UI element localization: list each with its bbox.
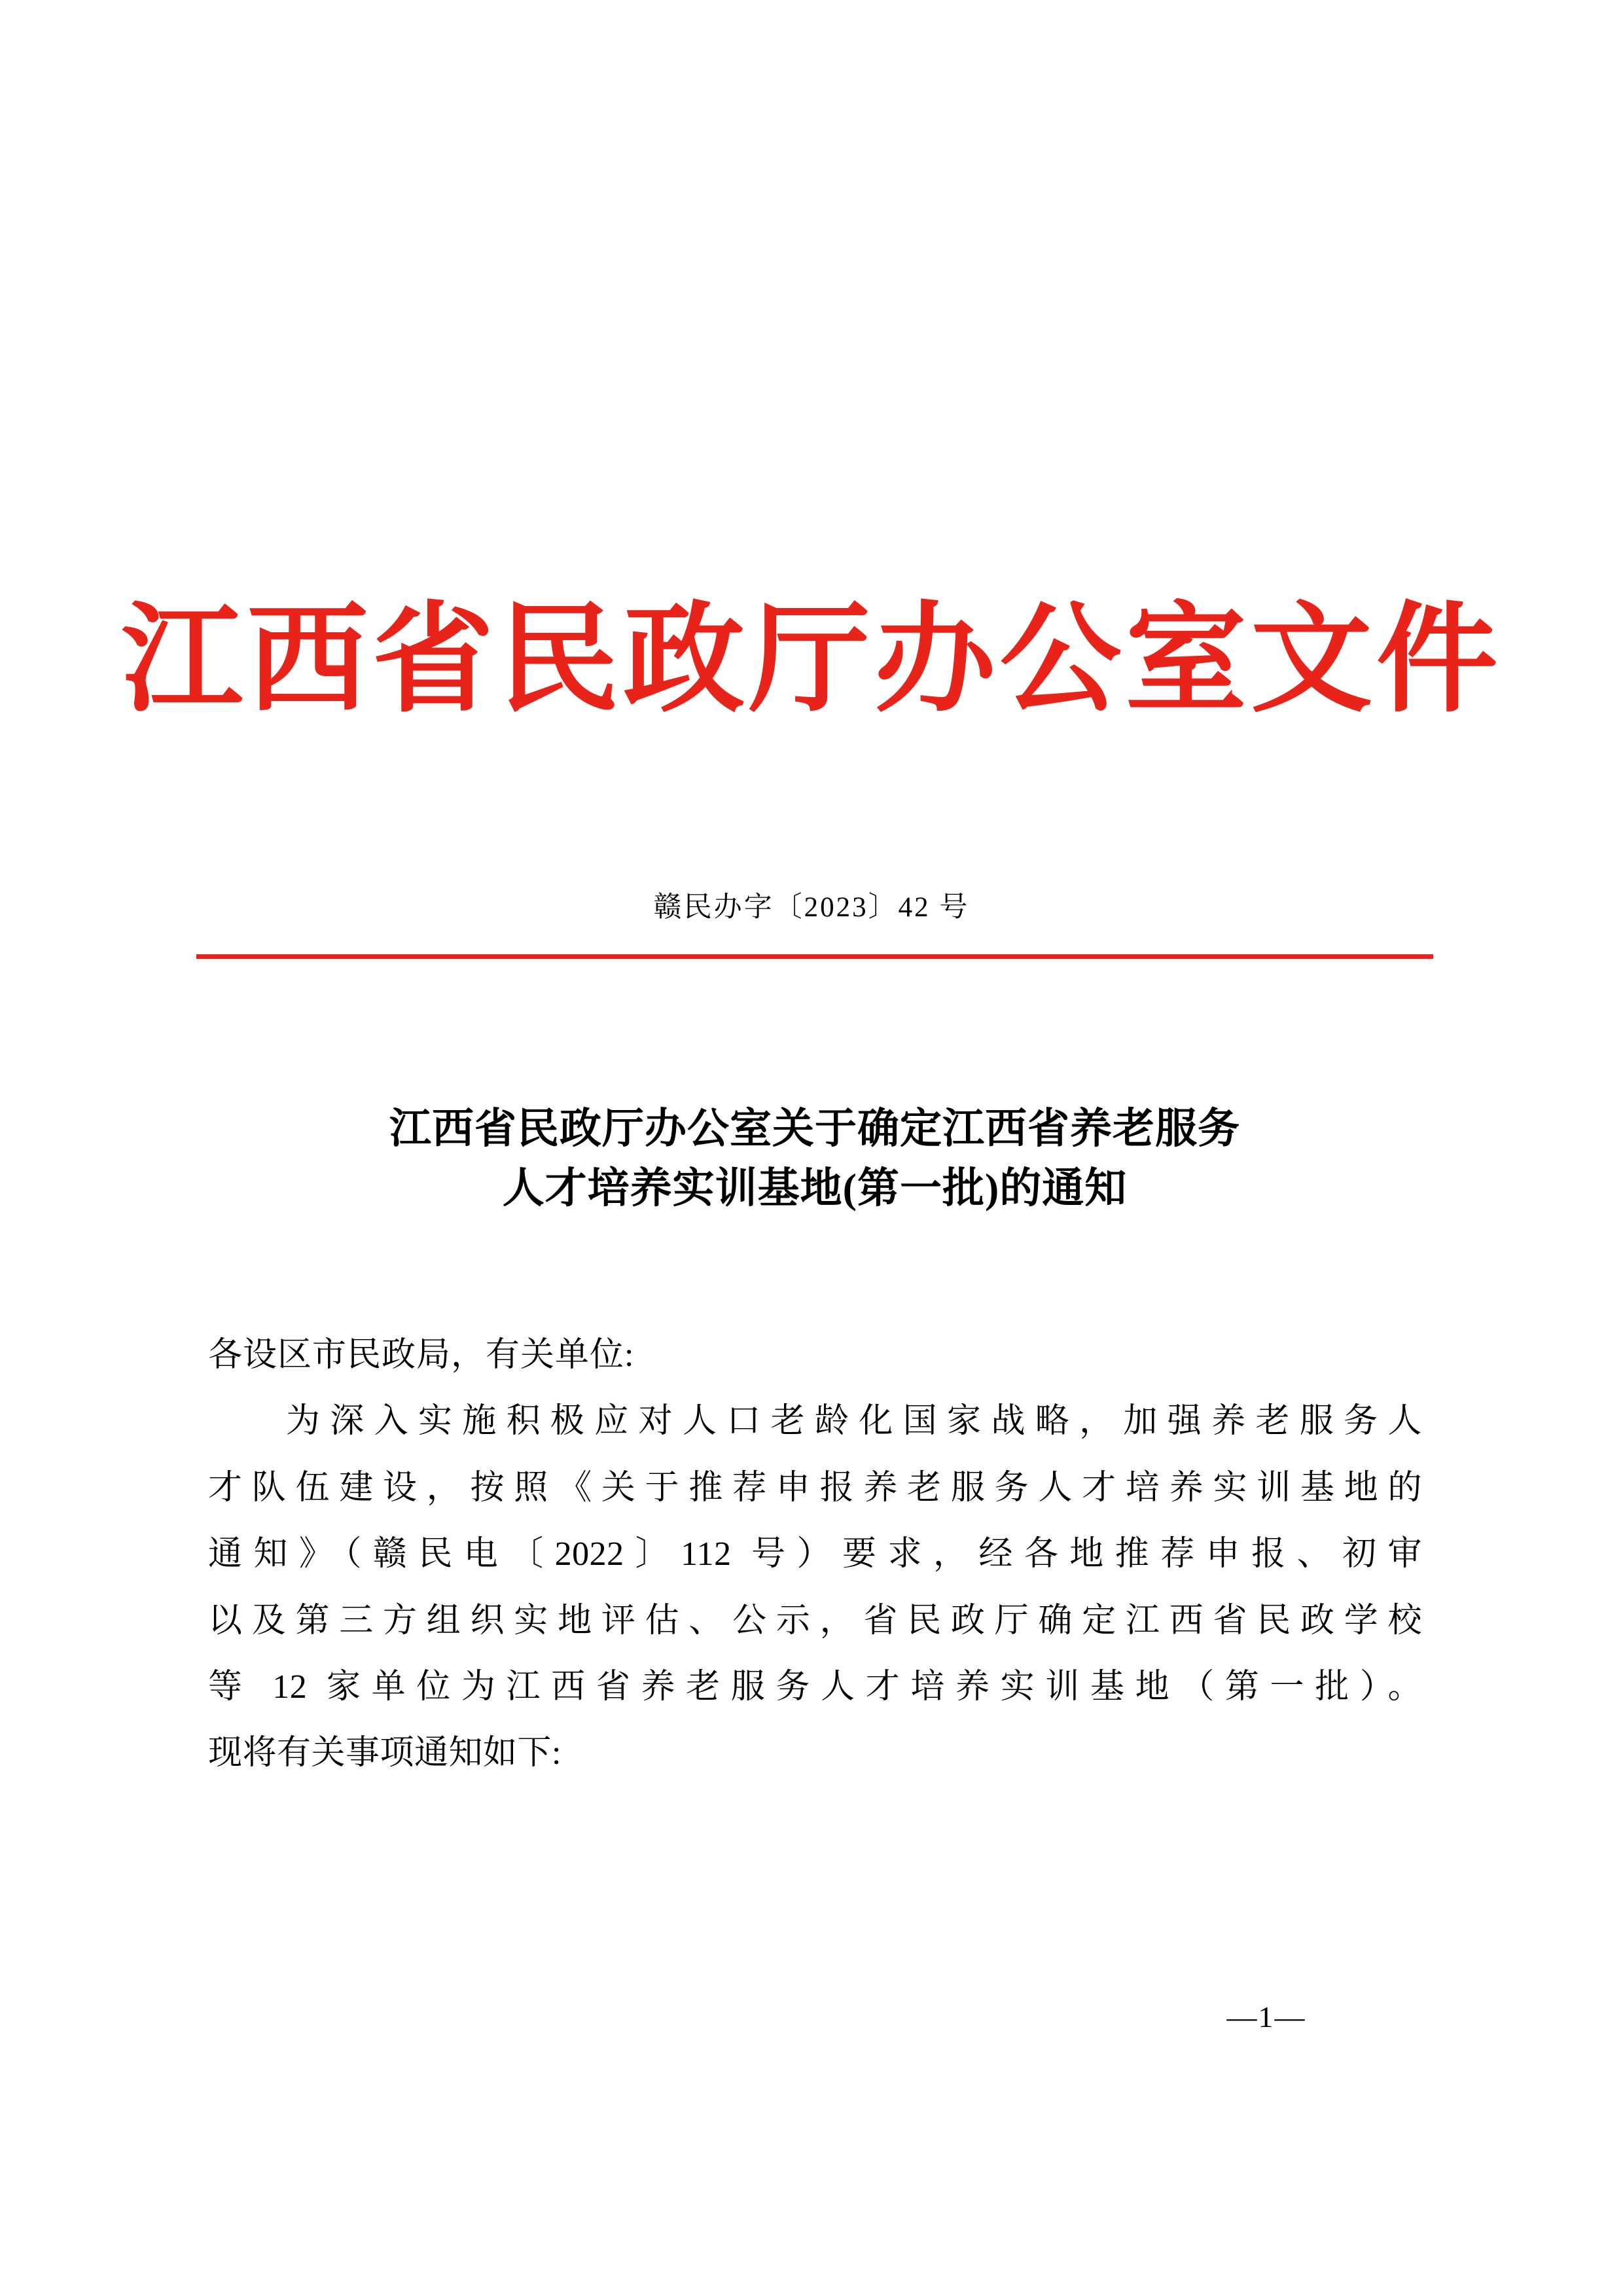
page-title [203,1100,1427,1219]
masthead-title: 江西省民政厅办公室文件 [121,595,1502,726]
page-number [0,2000,1623,2034]
masthead [0,596,1623,726]
document-number: 赣民办字〔2023〕42 号 [653,892,970,923]
body-line-1-text: 为深入实施积极应对人口老龄化国家战略，加强养老服务人 [276,1403,1422,1441]
body-paragraph [208,1388,1422,1786]
page-number-text: —1— [1226,2000,1306,2034]
body-line-6: 现将有关事项通知如下: [208,1734,562,1772]
page-title-line-2: 人才培养实训基地(第一批)的通知 [502,1164,1128,1211]
body-line-5: 等 12 家单位为江西省养老服务人才培养实训基地（第一批）。 [208,1668,1422,1706]
body-line-3: 通知》（赣民电〔2022〕112 号）要求，经各地推荐申报、初审 [208,1535,1422,1573]
red-divider-rule [196,954,1433,959]
body-line-4: 以及第三方组织实地评估、公示，省民政厅确定江西省民政学校 [208,1602,1422,1640]
page-title-line-1: 江西省民政厅办公室关于确定江西省养老服务 [389,1105,1240,1152]
body-line-2: 才队伍建设，按照《关于推荐申报养老服务人才培养实训基地的 [208,1469,1422,1507]
body-line-1 [208,1388,1422,1454]
salutation: 各设区市民政局，有关单位: [208,1336,635,1374]
document-body [208,1322,1422,1787]
